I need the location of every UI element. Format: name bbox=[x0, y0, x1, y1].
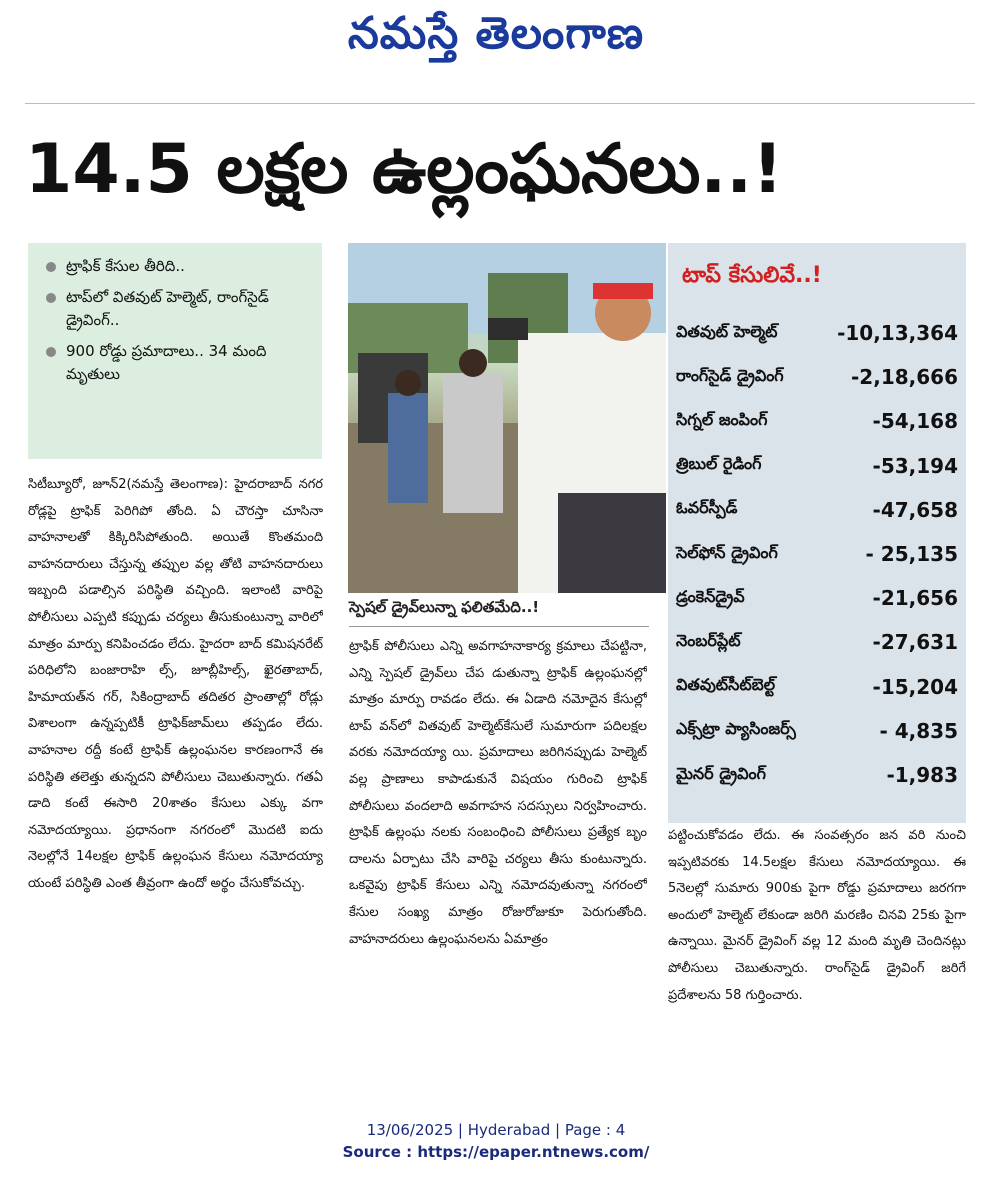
case-label: వితవుట్‌సీట్‌బెల్ట్ bbox=[676, 675, 776, 695]
top-case-row bbox=[676, 488, 958, 532]
case-label: వితవుట్ హెల్మెట్ bbox=[676, 321, 778, 341]
photo-caption: స్పెషల్ డ్రైవ్‌లున్నా ఫలితమేది..! bbox=[349, 598, 649, 627]
case-count: -27,631 bbox=[872, 630, 958, 655]
news-photo bbox=[348, 243, 666, 593]
top-case-row bbox=[676, 444, 958, 488]
article-paragraph: ట్రాఫిక్ పోలీసులు ఎన్ని అవగాహనాకార్య క్రమాలు చేపట్టినా, ఎన్ని స్పెషల్ డ్రైవ్‌లు చేప డుతున్నా ట్రాఫిక్ ఉల్లంఘనల్లో మాత్రం మార్పు రావడం లేదు. ఈ ఏడాది నమోదైన కేసుల్లో టాప్ వన్‌లో వితవుట్ హెల్మెట్‌కేసులే సుమారుగా పదిలక్షల వరకు నమోదయ్యా యి. ప్రమాదాలు జరిగినప్పుడు హెల్మెట్ వల్ల ప్రాణాలు కాపాడుకునే విషయం గురించి ట్రాఫిక్ పోలీసులు వందలాది అవగాహన సదస్సులు నిర్వహించారు. ట్రాఫిక్ ఉల్లంఘ నలకు సంబంధించి పోలీసులు ప్రత్యేక బృం దాలను ఏర్పాటు చేసి వారిపై చర్యలు తీసు కుంటున్నారు. ఒకవైపు ట్రాఫిక్ కేసులు ఎన్ని నమోదవుతున్నా నగరంలో కేసుల సంఖ్య మాత్రం రోజురోజుకూ పెరుగుతోంది. వాహనాదరులు ఉల్లంఘనలను ఏమాత్రం bbox=[349, 639, 647, 947]
case-count: -53,194 bbox=[872, 453, 958, 478]
case-label: త్రిబుల్ రైడింగ్ bbox=[676, 454, 762, 474]
case-count: -21,656 bbox=[872, 586, 958, 611]
case-label: మైనర్ డ్రైవింగ్ bbox=[676, 763, 766, 783]
top-case-row bbox=[676, 399, 958, 443]
case-label: సెల్‌ఫోన్ డ్రైవింగ్ bbox=[676, 542, 778, 562]
case-count: - 4,835 bbox=[879, 718, 958, 743]
footer-date-page: 13/06/2025 | Hyderabad | Page : 4 bbox=[366, 1121, 626, 1139]
article-column-2 bbox=[349, 634, 647, 1094]
case-count: -47,658 bbox=[872, 497, 958, 522]
case-label: నెంబర్‌ప్లేట్ bbox=[676, 630, 741, 650]
case-count: - 25,135 bbox=[865, 542, 958, 566]
top-case-row bbox=[676, 620, 958, 664]
traffic-police-photo bbox=[348, 243, 666, 593]
case-label: ఎక్స్‌ట్రా ప్యాసింజర్స్ bbox=[676, 719, 796, 739]
top-cases-box bbox=[668, 243, 966, 823]
article-paragraph: పట్టించుకోవడం లేదు. ఈ సంవత్సరం జన వరి నుంచి ఇప్పటివరకు 14.5లక్షల కేసులు నమోదయ్యాయి. ఈ 5నెలల్లో సుమారు 900కు పైగా రోడ్డు ప్రమాదాలు జరగగా అందులో హెల్మెట్ లేకుండా జరిగి మరణిం చినవి 25కు పైగా ఉన్నాయి. మైనర్ డ్రైవింగ్ వల్ల 12 మంది మృతి చెందినట్లు పోలీసులు చెబుతున్నారు. రాంగ్‌సైడ్ డ్రైవింగ్ జరిగే ప్రదేశాలను 58 గుర్తించారు. bbox=[668, 828, 966, 1003]
top-case-row bbox=[676, 709, 958, 753]
highlights-box bbox=[28, 243, 322, 459]
case-count: -10,13,364 bbox=[837, 321, 958, 345]
bullet-icon bbox=[46, 293, 56, 303]
top-case-row bbox=[676, 753, 958, 797]
top-case-row bbox=[676, 355, 958, 399]
top-cases-title: టాప్ కేసులివే..! bbox=[682, 263, 822, 288]
masthead-logo: నమస్తే తెలంగాణ bbox=[347, 8, 645, 59]
highlight-item: 900 రోడ్డు ప్రమాదాలు.. 34 మంది మృతులు bbox=[46, 340, 322, 386]
highlight-item: టాప్‌లో వితవుట్ హెల్మెట్, రాంగ్‌సైడ్ డ్రైవింగ్.. bbox=[46, 286, 322, 332]
highlight-item: ట్రాఫిక్ కేసుల తీరిది.. bbox=[46, 255, 322, 278]
top-case-row bbox=[676, 576, 958, 620]
case-label: డ్రంకెన్‌డ్రైవ్ bbox=[676, 586, 745, 606]
headline: 14.5 లక్షల ఉల్లంఘనలు..! bbox=[25, 130, 784, 209]
case-label: రాంగ్‌సైడ్ డ్రైవింగ్ bbox=[676, 365, 784, 385]
footer-source: Source : https://epaper.ntnews.com/ bbox=[342, 1143, 650, 1161]
top-case-row bbox=[676, 311, 958, 355]
case-count: -15,204 bbox=[872, 674, 958, 699]
bullet-icon bbox=[46, 262, 56, 272]
case-count: -1,983 bbox=[886, 763, 958, 787]
case-count: -54,168 bbox=[872, 409, 958, 434]
top-case-row bbox=[676, 532, 958, 576]
case-label: ఓవర్‌స్పీడ్ bbox=[676, 498, 738, 518]
article-column-1 bbox=[28, 472, 323, 1092]
article-paragraph: సిటీబ్యూరో, జూన్2(నమస్తే తెలంగాణ): హైదరాబాద్ నగర రోడ్లపై ట్రాఫిక్ పెరిగిపో తోంది. ఏ చౌరస్తా చూసినా వాహనాలతో కిక్కిరిసిపోతుంది. అయితే కొంతమంది వాహనదారులు చేస్తున్న తప్పుల వల్ల తోటి వాహనదారులు ఇబ్బంది పడాల్సిన పరిస్థితి వచ్చింది. ఇలాంటి వారిపై పోలీసులు ఎప్పటి కప్పుడు చర్యలు తీసుకుంటున్నా వారిలో మాత్రం మార్పు కనిపించడం లేదు. హైదరా బాద్ కమిషనరేట్ పరిధిలోని బంజారాహి ల్స్, జూబ్లీహిల్స్, ఖైరతాబాద్, హిమాయత్‌న గర్, సికింద్రాబాద్ తదితర ప్రాంతాల్లో రోడ్లు విశాలంగా ఉన్నప్పటికీ ట్రాఫిక్‌జామ్‌లు తప్పడం లేదు. వాహనాల రద్దీ కంటే ట్రాఫిక్ ఉల్లంఘనల కారణంగానే ఈ పరిస్థితి తలెత్తు తున్నదని పోలీసులు చెబుతున్నారు. గతఏ డాది కంటే ఈసారి 20శాతం కేసులు ఎక్కు వగా నమోదయ్యాయి. ప్రధానంగా నగరంలో మొదటి ఐదు నెలల్లోనే 14లక్షల ట్రాఫిక్ ఉల్లంఘన కేసులు నమోదయ్యా యంటే పరిస్థితి ఎంత తీవ్రంగా ఉందో అర్థం చేసుకోవచ్చు. bbox=[28, 477, 323, 891]
article-column-3 bbox=[668, 823, 966, 1093]
masthead-divider bbox=[25, 103, 975, 104]
case-count: -2,18,666 bbox=[851, 365, 958, 390]
case-label: సిగ్నల్ జంపింగ్ bbox=[676, 409, 768, 429]
top-case-row bbox=[676, 665, 958, 709]
bullet-icon bbox=[46, 347, 56, 357]
